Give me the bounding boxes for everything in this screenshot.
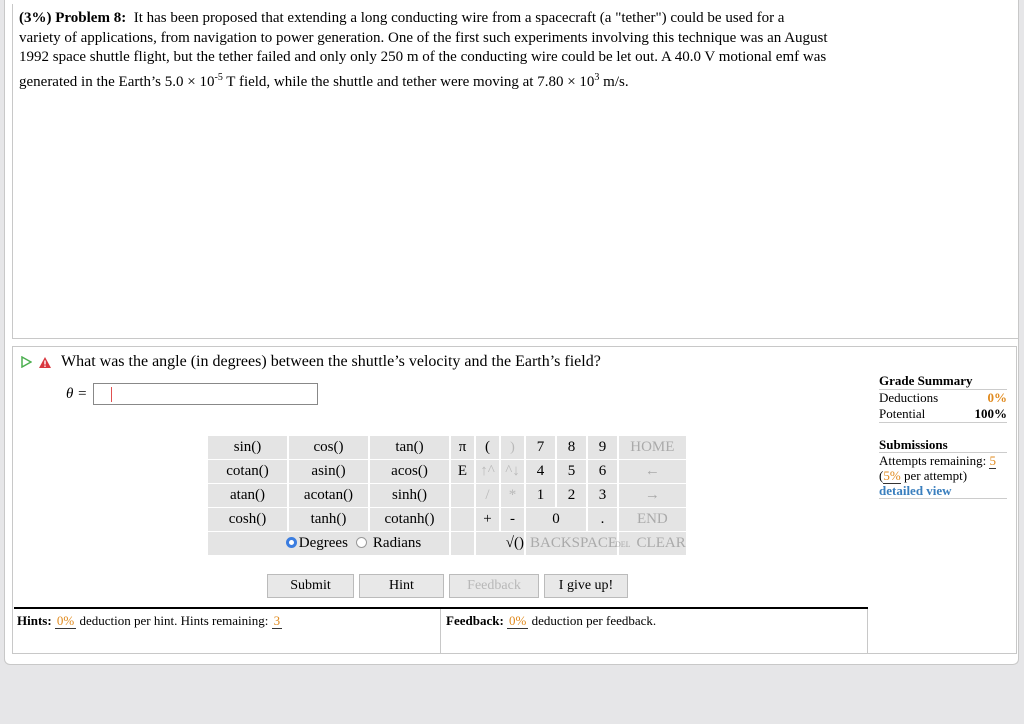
feedback-label: Feedback: <box>446 613 504 628</box>
exponent-2: 3 <box>594 71 600 83</box>
grade-summary <box>879 373 1007 423</box>
key-atan[interactable]: atan() <box>208 484 287 507</box>
key-backspace[interactable]: BACKSPACE <box>526 532 617 555</box>
question-text: What was the angle (in degrees) between the shuttle’s velocity and the Earth’s field? <box>61 353 601 370</box>
key-sin[interactable]: sin() <box>208 436 287 459</box>
attempts-value: 5 <box>989 453 996 468</box>
key-del[interactable]: DEL <box>614 540 631 549</box>
key-home[interactable]: HOME <box>619 436 686 459</box>
key-acotan[interactable]: acotan() <box>289 484 368 507</box>
key-cotanh[interactable]: cotanh() <box>370 508 449 531</box>
key-1[interactable]: 1 <box>526 484 555 507</box>
radians-label[interactable]: Radians <box>372 535 422 551</box>
grade-summary-title: Grade Summary <box>879 373 1007 390</box>
feedback-panel <box>442 609 868 653</box>
angle-mode-row <box>208 532 449 555</box>
hints-remaining: 3 <box>273 613 281 628</box>
key-8[interactable]: 8 <box>557 436 586 459</box>
problem-line-4b: T field, while the shuttle and tether were moving at 7.80 × 10 <box>222 73 595 90</box>
problem-line-4a: generated in the Earth’s 5.0 × 10 <box>19 73 215 90</box>
give-up-button[interactable]: I give up! <box>544 574 628 598</box>
text-cursor <box>111 387 112 402</box>
deductions-label: Deductions <box>879 390 939 405</box>
hints-text: deduction per hint. Hints remaining: <box>79 613 269 628</box>
key-left-arrow[interactable]: ← <box>619 460 686 483</box>
key-clear[interactable]: CLEAR <box>636 535 686 551</box>
problem-line-2: variety of applications, from navigation to power generation. One of the first such experiments involving this technique was an August <box>19 29 828 46</box>
radians-radio[interactable] <box>356 537 367 548</box>
degrees-label[interactable]: Degrees <box>298 535 348 551</box>
problem-line-1: It has been proposed that extending a long conducting wire from a spacecraft (a "tether") could be used for a <box>133 10 785 26</box>
key-blank-3 <box>451 532 474 555</box>
key-cosh[interactable]: cosh() <box>208 508 287 531</box>
hints-deduction: 0% <box>56 613 75 628</box>
key-end[interactable]: END <box>619 508 686 531</box>
sqrt-label: √() <box>505 535 524 551</box>
hint-button[interactable]: Hint <box>359 574 444 598</box>
feedback-button[interactable]: Feedback <box>449 574 539 598</box>
key-2[interactable]: 2 <box>557 484 586 507</box>
attempts-label: Attempts remaining: <box>879 453 987 468</box>
degrees-radio[interactable] <box>286 537 297 548</box>
key-blank-1 <box>451 484 474 507</box>
submit-button[interactable]: Submit <box>267 574 354 598</box>
submissions-title: Submissions <box>879 437 1007 453</box>
key-close-paren[interactable]: ) <box>501 436 524 459</box>
potential-label: Potential <box>879 406 926 421</box>
key-7[interactable]: 7 <box>526 436 555 459</box>
problem-label: Problem 8: <box>55 10 127 26</box>
submissions-panel <box>879 437 1007 499</box>
play-icon[interactable] <box>21 356 32 368</box>
calculator-keypad <box>206 435 688 556</box>
key-sinh[interactable]: sinh() <box>370 484 449 507</box>
detailed-view-link[interactable]: detailed view <box>879 483 952 498</box>
key-acos[interactable]: acos() <box>370 460 449 483</box>
key-3[interactable]: 3 <box>588 484 617 507</box>
feedback-text: deduction per feedback. <box>531 613 657 628</box>
key-0[interactable]: 0 <box>526 508 586 531</box>
per-attempt-text: per attempt) <box>903 468 968 483</box>
problem-line-3: 1992 space shuttle flight, but the tether failed and only only 250 m of the conducting wire could be let out. A 40.0 V motional emf was <box>19 49 827 65</box>
key-plus[interactable]: + <box>476 508 499 531</box>
problem-weight: (3%) <box>19 10 52 26</box>
potential-value: 100% <box>974 406 1007 421</box>
key-blank-2 <box>451 508 474 531</box>
key-sqrt[interactable] <box>476 532 524 555</box>
key-4[interactable]: 4 <box>526 460 555 483</box>
exponent-1: -5 <box>214 71 223 83</box>
problem-line-4c: m/s. <box>599 73 629 90</box>
per-attempt-open: ( <box>879 468 884 483</box>
page <box>4 0 1019 665</box>
problem-statement-box <box>12 4 1019 339</box>
hints-label: Hints: <box>17 613 52 628</box>
deductions-value: 0% <box>987 390 1007 405</box>
answer-row <box>66 383 318 405</box>
key-decimal[interactable]: . <box>588 508 617 531</box>
action-buttons <box>267 574 628 598</box>
question-box <box>12 346 1017 654</box>
per-attempt-percent: 5% <box>883 468 901 483</box>
key-6[interactable]: 6 <box>588 460 617 483</box>
problem-statement <box>19 9 919 92</box>
key-9[interactable]: 9 <box>588 436 617 459</box>
key-minus[interactable]: - <box>501 508 524 531</box>
key-cotan[interactable]: cotan() <box>208 460 287 483</box>
key-down[interactable]: ^↓ <box>501 460 524 483</box>
key-tan[interactable]: tan() <box>370 436 449 459</box>
key-right-arrow[interactable]: → <box>619 484 686 507</box>
feedback-deduction: 0% <box>509 613 527 628</box>
hints-panel <box>14 609 441 653</box>
key-e[interactable]: E <box>451 460 474 483</box>
question-header <box>21 352 601 372</box>
key-divide[interactable]: / <box>476 484 499 507</box>
key-pi[interactable]: π <box>451 436 474 459</box>
warning-icon <box>38 356 52 369</box>
key-5[interactable]: 5 <box>557 460 586 483</box>
key-up[interactable]: ↑^ <box>476 460 499 483</box>
key-cos[interactable]: cos() <box>289 436 368 459</box>
key-asin[interactable]: asin() <box>289 460 368 483</box>
key-multiply[interactable]: * <box>501 484 524 507</box>
answer-variable: θ = <box>66 385 88 402</box>
key-open-paren[interactable]: ( <box>476 436 499 459</box>
key-tanh[interactable]: tanh() <box>289 508 368 531</box>
answer-input[interactable] <box>93 383 318 405</box>
key-clear-group <box>614 532 686 555</box>
